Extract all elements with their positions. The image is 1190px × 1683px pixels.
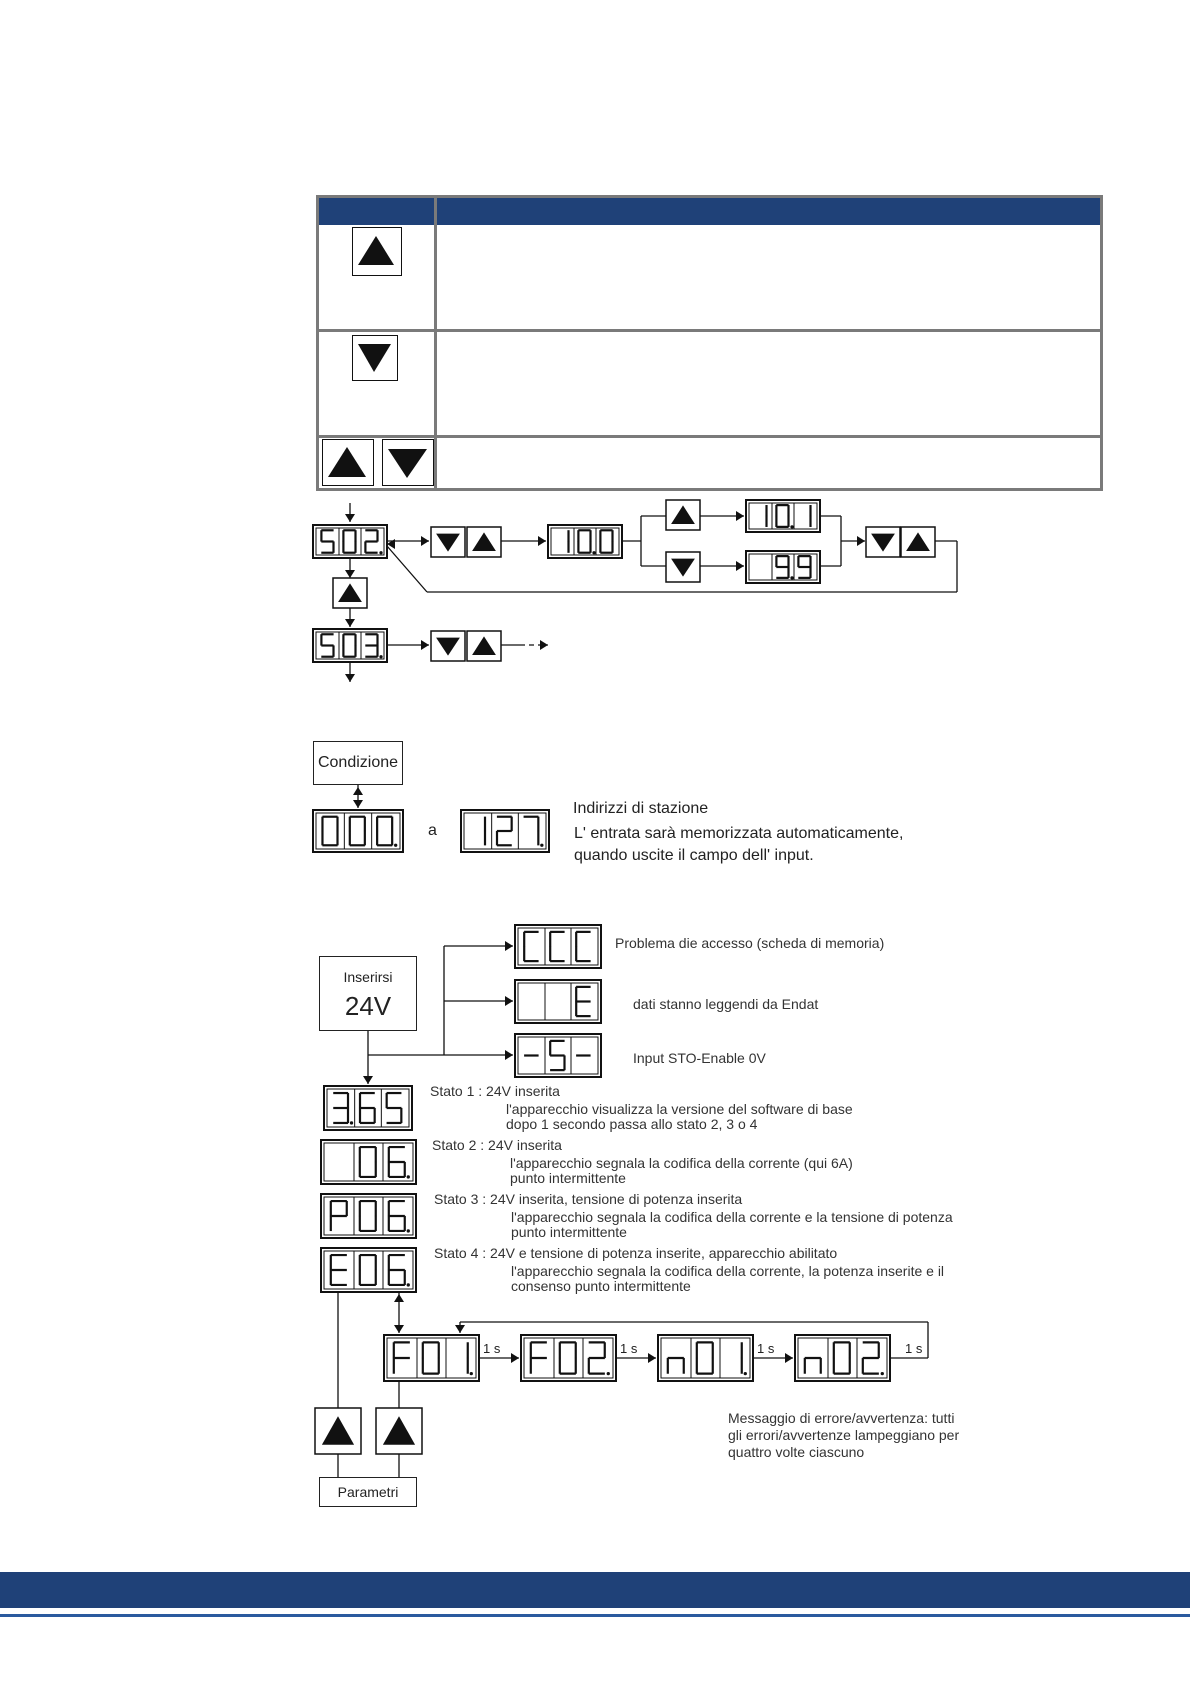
state-line: consenso punto intermittente: [511, 1278, 691, 1294]
arrowhead: [505, 996, 513, 1006]
station-address-title: Indirizzi di stazione: [573, 800, 709, 817]
decimal-point: [790, 576, 793, 579]
decimal-point: [607, 1372, 610, 1375]
footer-line: [0, 1614, 1190, 1617]
state-line: punto intermittente: [510, 1170, 626, 1186]
decimal-point: [379, 655, 382, 658]
state-title: Stato 1 : 24V inserita: [430, 1083, 560, 1099]
power-on-box: [319, 956, 417, 1031]
decimal-point: [540, 844, 543, 847]
footer-band: [0, 1572, 1190, 1608]
arrowhead: [511, 1353, 519, 1363]
arrowhead: [421, 640, 429, 650]
state-title: Stato 2 : 24V inserita: [432, 1137, 562, 1153]
interval-label: 1 s: [905, 1341, 923, 1356]
arrowhead: [345, 619, 355, 627]
range-separator: a: [428, 822, 437, 839]
parameters-box: [319, 1477, 417, 1507]
decimal-point: [744, 1372, 747, 1375]
arrowhead: [455, 1325, 465, 1333]
decimal-point: [470, 1372, 473, 1375]
station-address-note-2: quando uscite il campo dell' input.: [574, 847, 814, 864]
decimal-point: [394, 844, 397, 847]
decimal-point: [407, 1283, 410, 1286]
decimal-point: [407, 1229, 410, 1232]
decimal-point: [790, 525, 793, 528]
decimal-point: [407, 1175, 410, 1178]
decimal-point: [379, 551, 382, 554]
error-text: Problema die accesso (scheda di memoria): [615, 935, 885, 951]
error-text: Input STO-Enable 0V: [633, 1050, 766, 1066]
condition-label: Condizione: [317, 754, 399, 771]
decimal-point: [350, 1121, 353, 1124]
state-title: Stato 4 : 24V e tensione di potenza inserite, apparecchio abilitato: [434, 1245, 838, 1261]
interval-label: 1 s: [620, 1341, 638, 1356]
arrowhead: [736, 561, 744, 571]
state-line: l'apparecchio segnala la codifica della corrente (qui 6A): [510, 1155, 853, 1171]
arrowhead: [345, 674, 355, 682]
arrowhead: [353, 800, 363, 808]
error-text: dati stanno leggendi da Endat: [633, 996, 819, 1012]
station-address-note-1: L' entrata sarà memorizzata automaticamente,: [574, 825, 904, 842]
arrowhead: [540, 640, 548, 650]
interval-label: 1 s: [483, 1341, 501, 1356]
arrowhead: [785, 1353, 793, 1363]
fault-note: Messaggio di errore/avvertenza: tutti: [728, 1410, 955, 1426]
parameters-label: Parametri: [337, 1484, 399, 1500]
arrowhead: [394, 1294, 404, 1302]
state-line: dopo 1 secondo passa allo stato 2, 3 o 4: [506, 1116, 758, 1132]
state-line: l'apparecchio segnala la codifica della corrente, la potenza inserite e il: [511, 1263, 945, 1279]
state-line: l'apparecchio visualizza la versione del software di base: [506, 1101, 853, 1117]
arrowhead: [394, 1325, 404, 1333]
interval-label: 1 s: [757, 1341, 775, 1356]
arrowhead: [648, 1353, 656, 1363]
arrowhead: [538, 536, 546, 546]
arrowhead: [505, 941, 513, 951]
arrowhead: [857, 536, 865, 546]
decimal-point: [592, 551, 595, 554]
arrowhead: [345, 570, 355, 578]
fault-note: gli errori/avvertenze lampeggiano per: [728, 1427, 960, 1443]
connector-line: [387, 546, 427, 592]
condition-box: [313, 741, 403, 785]
power-on-voltage: 24V: [344, 991, 392, 1021]
state-line: l'apparecchio segnala la codifica della corrente e la tensione di potenza: [511, 1209, 953, 1225]
state-line: punto intermittente: [511, 1224, 627, 1240]
arrowhead: [363, 1076, 373, 1084]
arrowhead: [353, 787, 363, 795]
arrowhead: [505, 1050, 513, 1060]
arrowhead: [736, 511, 744, 521]
arrowhead: [345, 514, 355, 522]
state-title: Stato 3 : 24V inserita, tensione di potenza inserita: [434, 1191, 743, 1207]
decimal-point: [881, 1372, 884, 1375]
power-on-label: Inserirsi: [343, 969, 393, 985]
fault-note: quattro volte ciascuno: [728, 1444, 865, 1460]
arrowhead: [421, 536, 429, 546]
